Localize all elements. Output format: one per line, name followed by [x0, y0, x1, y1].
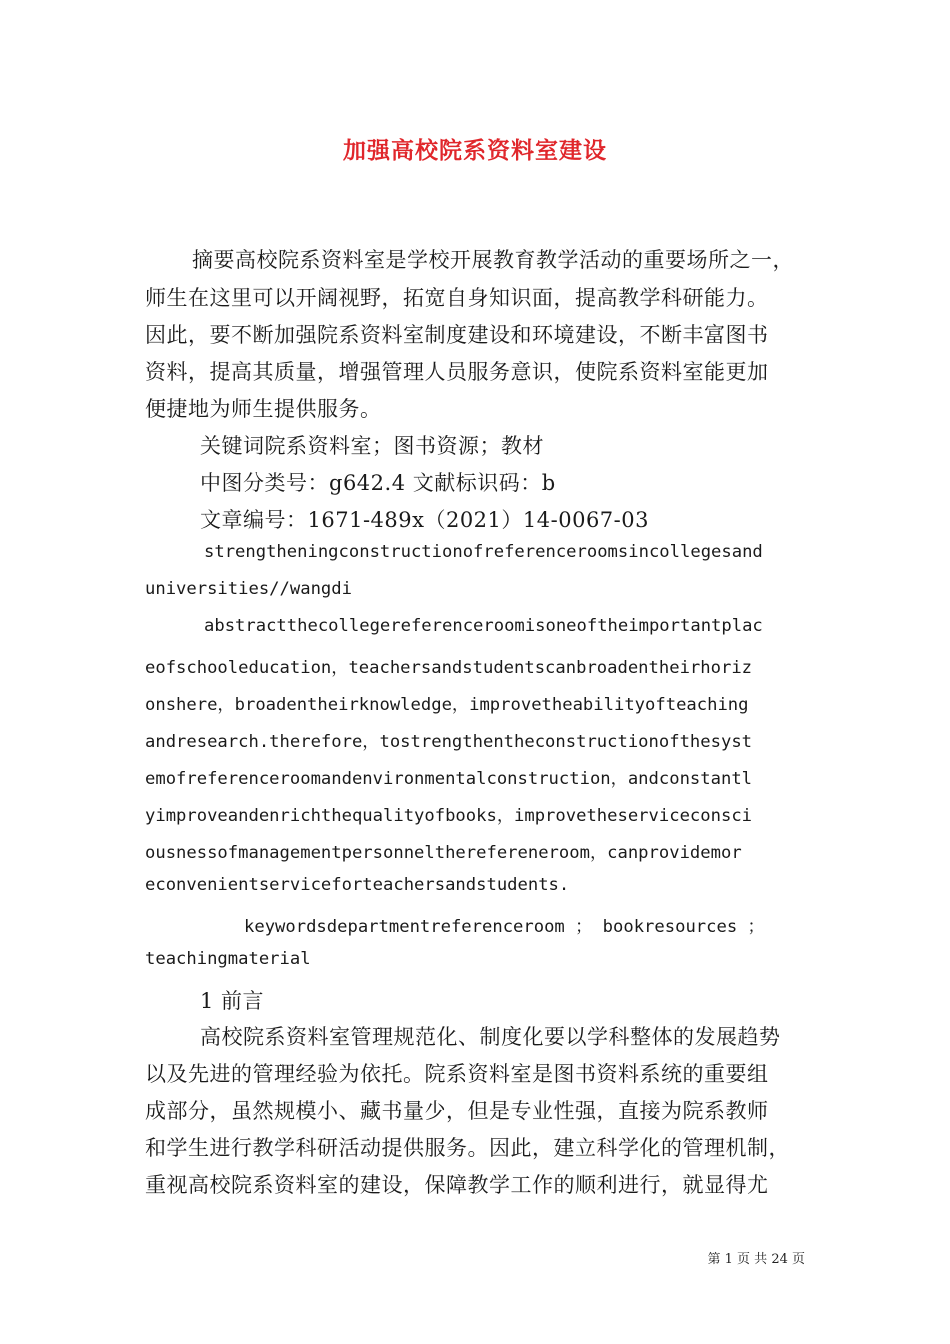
title-en-line: universities//wangdi	[145, 579, 352, 599]
abstract-en-line: andresearch.therefore，tostrengthentheconstructionofthesyst	[145, 732, 753, 752]
page-footer: 第 1 页 共 24 页	[707, 1252, 805, 1267]
keywords-en-line: teachingmaterial	[145, 949, 311, 969]
intro-line: 高校院系资料室管理规范化、制度化要以学科整体的发展趋势	[200, 1025, 781, 1049]
abstract-en-line: emofreferenceroomandenvironmentalconstruction，andconstantl	[145, 769, 753, 789]
document-title: 加强高校院系资料室建设	[343, 137, 607, 164]
intro-line: 重视高校院系资料室的建设，保障教学工作的顺利进行，就显得尤	[145, 1173, 769, 1197]
abstract-en-line: abstractthecollegereferenceroomisoneoftheimportantplac	[204, 616, 763, 636]
abstract-zh-line: 资料，提高其质量，增强管理人员服务意识，使院系资料室能更加	[145, 360, 769, 384]
abstract-zh-line: 摘要高校院系资料室是学校开展教育教学活动的重要场所之一，	[192, 248, 794, 272]
abstract-en-line: yimproveandenrichthequalityofbooks，improvetheserviceconsci	[145, 806, 753, 826]
intro-line: 成部分，虽然规模小、藏书量少，但是专业性强，直接为院系教师	[145, 1099, 769, 1123]
keywords-en-line: keywordsdepartmentreferenceroom ； bookresources ；	[244, 917, 765, 937]
intro-line: 和学生进行教学科研活动提供服务。因此，建立科学化的管理机制，	[145, 1136, 790, 1160]
abstract-en-line: eofschooleducation，teachersandstudentscanbroadentheirhoriz	[145, 658, 753, 678]
abstract-zh-line: 便捷地为师生提供服务。	[145, 397, 382, 421]
classification-number: 中图分类号：g642.4 文献标识码：b	[200, 471, 556, 495]
intro-line: 以及先进的管理经验为依托。院系资料室是图书资料系统的重要组	[145, 1062, 769, 1086]
article-number: 文章编号：1671-489x（2021）14-0067-03	[200, 508, 649, 532]
section-heading: 1 前言	[200, 989, 265, 1013]
keywords-zh: 关键词院系资料室；图书资源；教材	[200, 434, 544, 458]
abstract-en-line: onshere，broadentheirknowledge，improvetheabilityofteaching	[145, 695, 749, 715]
abstract-en-line: econvenientserviceforteachersandstudents.	[145, 875, 570, 895]
abstract-zh-line: 因此，要不断加强院系资料室制度建设和环境建设，不断丰富图书	[145, 323, 769, 347]
abstract-en-line: ousnessofmanagementpersonneltherefereneroom，canprovidemor	[145, 843, 742, 863]
abstract-zh-line: 师生在这里可以开阔视野，拓宽自身知识面，提高教学科研能力。	[145, 286, 769, 310]
title-en-line: strengtheningconstructionofreferenceroomsincollegesand	[204, 542, 763, 562]
